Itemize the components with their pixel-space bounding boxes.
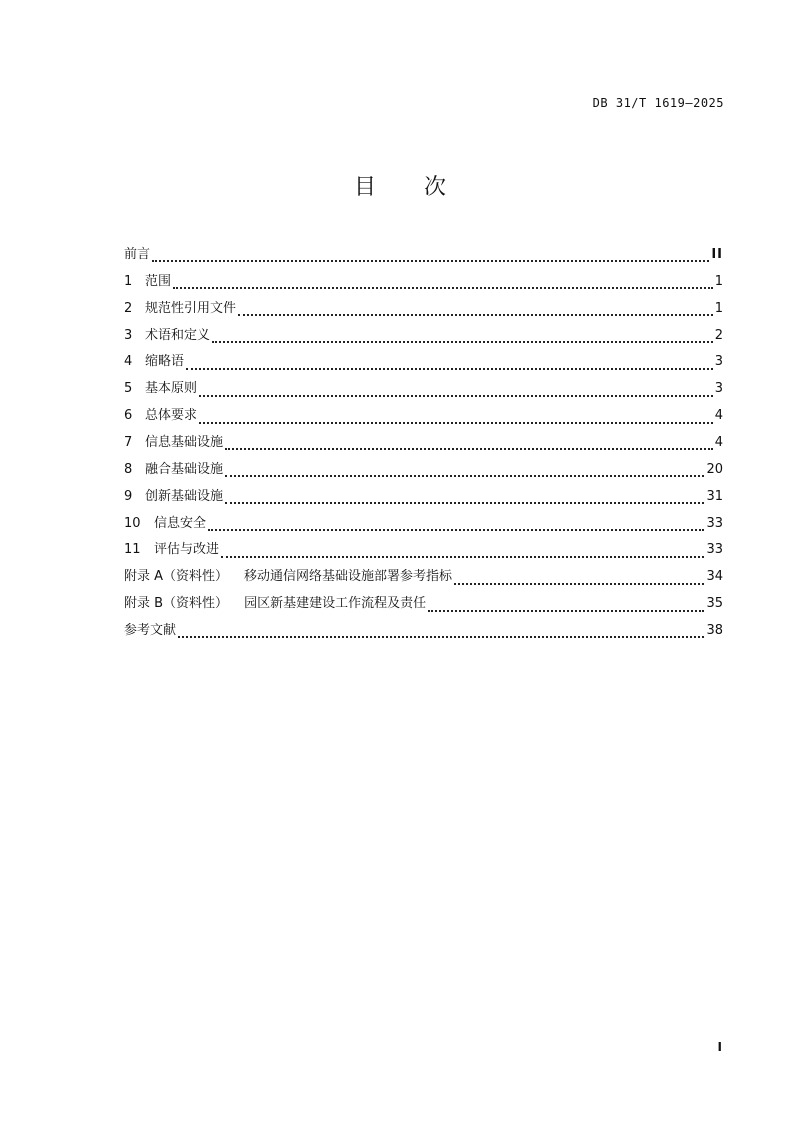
toc-entry-label: 规范性引用文件 — [145, 300, 237, 316]
toc-entry[interactable] — [124, 324, 723, 351]
toc-entry[interactable] — [124, 592, 723, 619]
toc-entry-label: 评估与改进 — [154, 542, 220, 558]
toc-entry-number: 1 — [124, 273, 133, 289]
toc-entry-label: 信息基础设施 — [145, 435, 224, 451]
toc-entry-label: 总体要求 — [145, 408, 198, 424]
toc-entry[interactable] — [124, 538, 723, 565]
toc-entry-page: II — [711, 247, 723, 262]
dot-leader — [186, 368, 713, 370]
toc-entry-page: 2 — [714, 327, 723, 343]
toc-entry-number: 8 — [124, 461, 133, 477]
toc-entry-number: 9 — [124, 488, 133, 504]
toc-entry-label: 缩略语 — [145, 354, 185, 370]
toc-entry-number: 附录 A（资料性） — [124, 569, 229, 585]
toc-entry[interactable] — [124, 458, 723, 485]
dot-leader — [238, 314, 713, 316]
dot-leader — [173, 287, 713, 289]
toc-entry-label: 信息安全 — [154, 515, 207, 531]
toc-entry-number: 10 — [124, 515, 141, 531]
dot-leader — [199, 422, 713, 424]
toc-entry[interactable] — [124, 243, 723, 270]
toc-entry-page: 38 — [706, 623, 723, 639]
toc-entry[interactable] — [124, 619, 723, 646]
toc-entry-label: 融合基础设施 — [145, 461, 224, 477]
toc-entry[interactable] — [124, 431, 723, 458]
toc-entry-number: 附录 B（资料性） — [124, 596, 229, 612]
toc-entry-label: 基本原则 — [145, 381, 198, 397]
toc-entry-page: 33 — [706, 515, 723, 531]
toc-entry-number: 2 — [124, 300, 133, 316]
table-of-contents — [124, 243, 723, 646]
toc-entry-page: 33 — [706, 542, 723, 558]
dot-leader — [178, 636, 704, 638]
dot-leader — [225, 448, 713, 450]
toc-entry-page: 4 — [714, 408, 723, 424]
toc-entry-label: 参考文献 — [124, 623, 177, 639]
toc-entry[interactable] — [124, 404, 723, 431]
toc-entry-label: 园区新基建建设工作流程及责任 — [244, 596, 427, 612]
dot-leader — [225, 475, 704, 477]
toc-entry-number: 4 — [124, 354, 133, 370]
toc-entry-number: 5 — [124, 381, 133, 397]
dot-leader — [221, 556, 704, 558]
dot-leader — [199, 395, 713, 397]
toc-entry[interactable] — [124, 297, 723, 324]
toc-entry-page: 1 — [714, 300, 723, 316]
toc-entry-page: 20 — [706, 461, 723, 477]
dot-leader — [208, 529, 704, 531]
toc-entry-label: 术语和定义 — [145, 327, 211, 343]
page-number: I — [717, 1040, 722, 1054]
toc-entry-number: 3 — [124, 327, 133, 343]
dot-leader — [428, 610, 704, 612]
dot-leader — [212, 341, 713, 343]
page-title: 目次 — [353, 175, 494, 200]
toc-entry-label: 移动通信网络基础设施部署参考指标 — [244, 569, 453, 585]
toc-entry-page: 1 — [714, 273, 723, 289]
toc-entry[interactable] — [124, 485, 723, 512]
toc-entry[interactable] — [124, 565, 723, 592]
toc-entry[interactable] — [124, 512, 723, 539]
dot-leader — [152, 260, 709, 262]
toc-entry-page: 31 — [706, 488, 723, 504]
toc-entry-number: 11 — [124, 542, 141, 558]
toc-entry-label: 范围 — [145, 273, 172, 289]
toc-entry-label: 前言 — [124, 247, 151, 262]
toc-entry[interactable] — [124, 350, 723, 377]
toc-entry-page: 3 — [714, 381, 723, 397]
toc-entry-page: 34 — [706, 569, 723, 585]
toc-entry-label: 创新基础设施 — [145, 488, 224, 504]
toc-entry-number: 7 — [124, 435, 133, 451]
toc-entry-number: 6 — [124, 408, 133, 424]
dot-leader — [454, 583, 704, 585]
toc-entry-page: 4 — [714, 435, 723, 451]
toc-entry-page: 35 — [706, 596, 723, 612]
toc-entry-page: 3 — [714, 354, 723, 370]
dot-leader — [225, 502, 704, 504]
document-number: DB 31/T 1619—2025 — [592, 96, 724, 110]
toc-entry[interactable] — [124, 270, 723, 297]
toc-entry[interactable] — [124, 377, 723, 404]
